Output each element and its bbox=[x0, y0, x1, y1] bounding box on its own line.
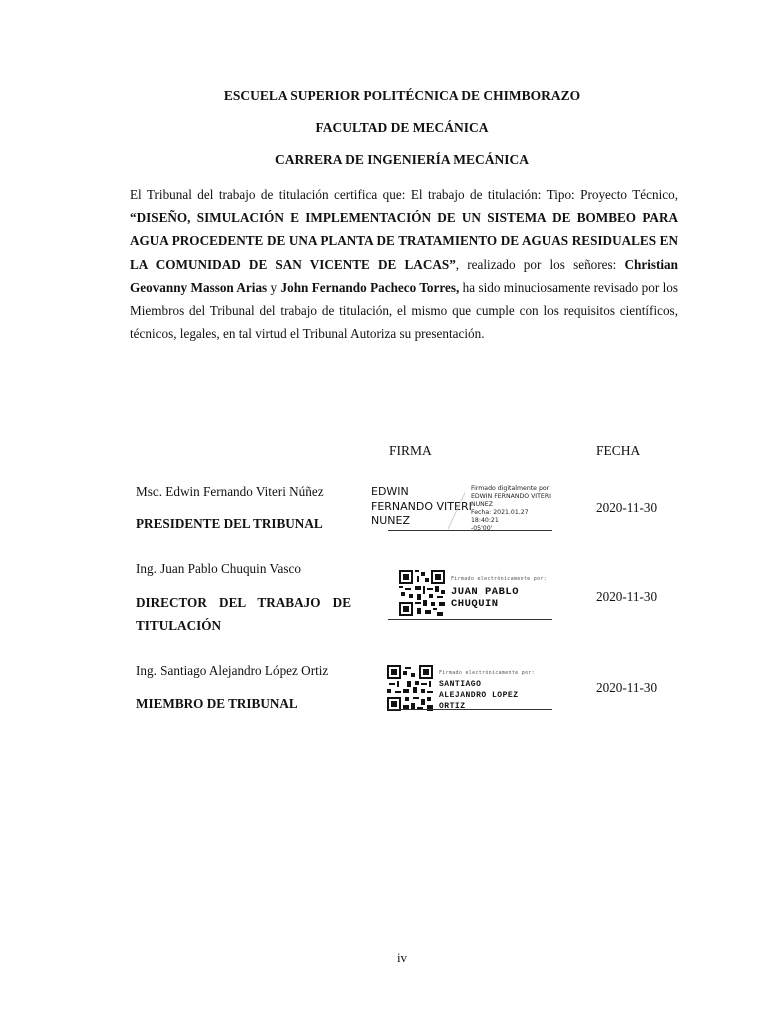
member-3-signer-name: SANTIAGO ALEJANDRO LOPEZ ORTIZ bbox=[439, 680, 519, 711]
member-2-role-cont: TITULACIÓN bbox=[136, 618, 222, 633]
career-heading: CARRERA DE INGENIERÍA MECÁNICA bbox=[275, 152, 529, 167]
member-2-name: Ing. Juan Pablo Chuquin Vasco bbox=[136, 561, 301, 576]
and-text: y bbox=[267, 279, 281, 295]
member-1-date: 2020-11-30 bbox=[596, 500, 658, 515]
member-2-qr-code bbox=[399, 570, 445, 616]
page-number: iv bbox=[396, 950, 408, 965]
member-2-date: 2020-11-30 bbox=[596, 589, 658, 604]
member-3-role: MIEMBRO DE TRIBUNAL bbox=[136, 696, 298, 711]
member-2-signature-line bbox=[388, 619, 552, 620]
member-3-signature-line bbox=[388, 709, 552, 710]
signature-details: Firmado digitalmente por EDWIN FERNANDO VITERI NUNEZ Fecha: 2021.01.27 18:40:21 -05'00' bbox=[471, 485, 551, 532]
institution-heading: ESCUELA SUPERIOR POLITÉCNICA DE CHIMBORAZO bbox=[223, 88, 581, 103]
member-3-date: 2020-11-30 bbox=[596, 680, 658, 695]
author-1: Christian Geovanny Masson Arias bbox=[130, 256, 678, 295]
member-3-qr-code bbox=[387, 665, 433, 711]
member-2-role: DIRECTOR DEL TRABAJO DE bbox=[136, 595, 351, 610]
certification-paragraph bbox=[130, 183, 678, 345]
intro-text: El Tribunal del trabajo de titulación certifica que: El trabajo de titulación: Tipo: Proyecto Técnico, bbox=[130, 187, 678, 202]
fecha-column-header: FECHA bbox=[596, 443, 641, 458]
member-3-name: Ing. Santiago Alejandro López Ortiz bbox=[136, 663, 329, 678]
firma-column-header: FIRMA bbox=[389, 443, 432, 458]
by-text: , realizado por los señores: bbox=[455, 256, 625, 272]
member-2-signer-name: JUAN PABLO CHUQUIN bbox=[451, 586, 520, 610]
member-2-signature-caption: Firmado electrónicamente por: bbox=[451, 576, 547, 582]
member-1-digital-signature bbox=[371, 485, 556, 531]
author-2: John Fernando Pacheco Torres, bbox=[280, 279, 460, 295]
member-1-signature-line bbox=[388, 530, 552, 531]
member-1-name: Msc. Edwin Fernando Viteri Núñez bbox=[136, 484, 324, 499]
member-1-role: PRESIDENTE DEL TRIBUNAL bbox=[136, 516, 323, 531]
member-3-signature-caption: Firmado electrónicamente por: bbox=[439, 670, 535, 676]
faculty-heading: FACULTAD DE MECÁNICA bbox=[315, 120, 489, 135]
project-title: “DISEÑO, SIMULACIÓN E IMPLEMENTACIÓN DE UN SISTEMA DE BOMBEO PARA AGUA PROCEDENTE DE UNA PLANTA DE TRATAMIENTO DE AGUAS RESIDUALES EN LA COMUNIDAD DE SAN VICENTE DE LACAS” bbox=[130, 210, 678, 272]
signature-name: EDWIN FERNANDO VITERI NUNEZ bbox=[371, 485, 472, 527]
closing-text: ha sido minuciosamente revisado por los Miembros del Tribunal del trabajo de titulación, el mismo que cumple con los requisitos científicos, técnicos, legales, en tal virtud el Tribunal Autoriza su presentación. bbox=[130, 279, 678, 342]
